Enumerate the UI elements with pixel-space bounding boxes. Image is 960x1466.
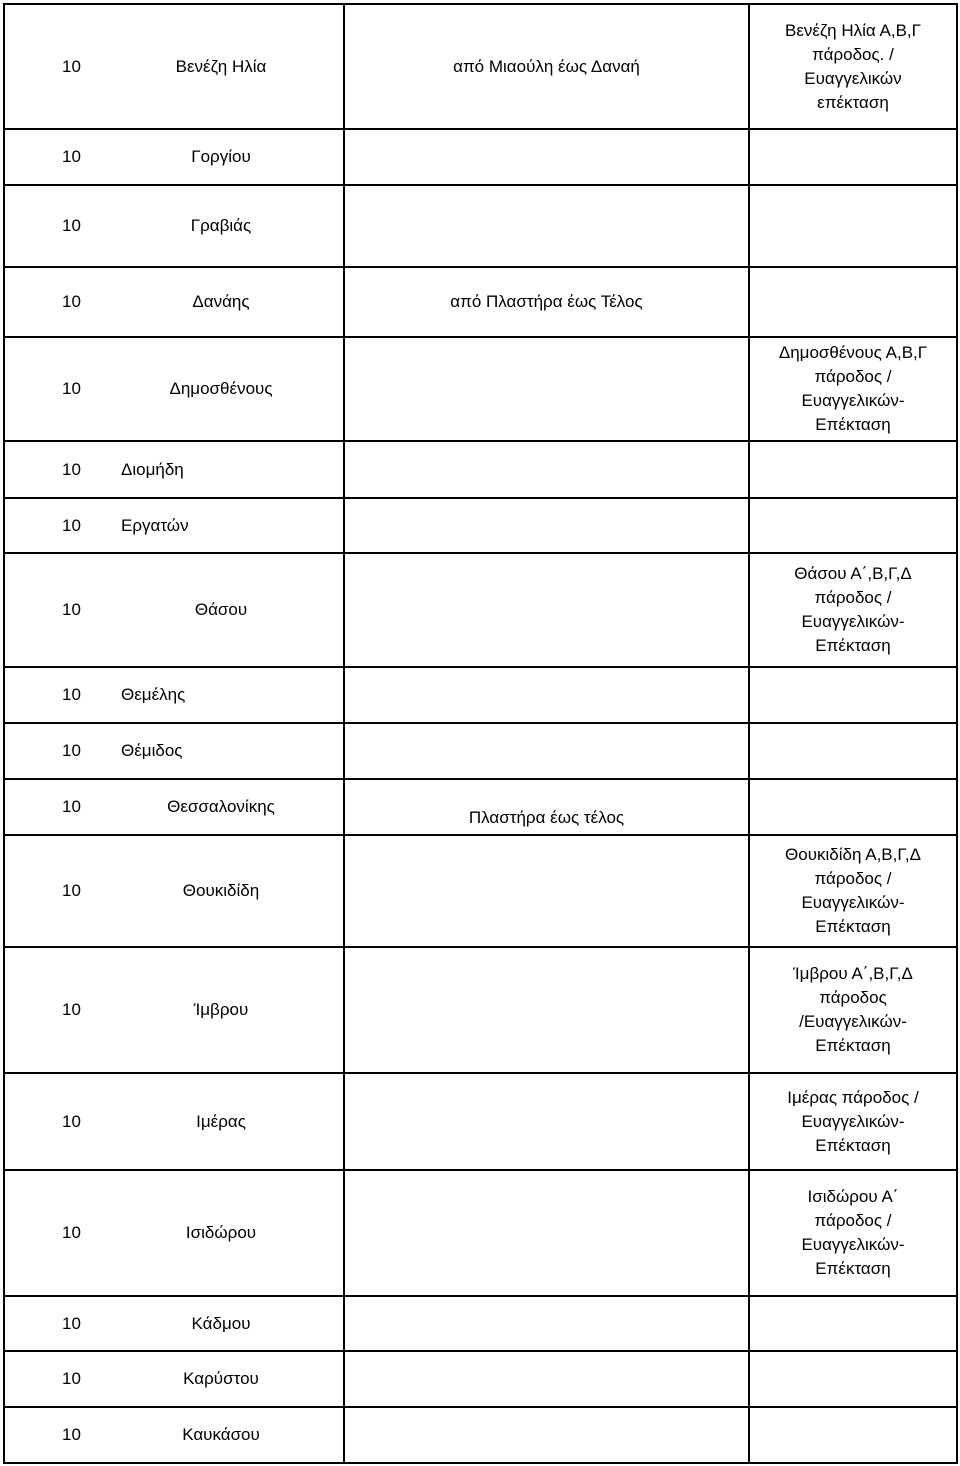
- note-cell: [749, 129, 957, 185]
- segment-cell: [344, 337, 749, 441]
- streets-table: [3, 3, 958, 1464]
- name-cell: [4, 185, 344, 267]
- street-name: Εργατών: [121, 515, 189, 535]
- segment-cell: [344, 1407, 749, 1463]
- street-name: Ιμέρας: [196, 1111, 246, 1131]
- table-row: [4, 337, 957, 441]
- street-name: Γραβιάς: [190, 216, 252, 235]
- table-row: [4, 553, 957, 667]
- note-cell: [749, 835, 957, 947]
- row-number: 10: [62, 56, 81, 76]
- table-row: [4, 779, 957, 835]
- note-cell: [749, 267, 957, 337]
- row-number: 10: [62, 147, 81, 166]
- note-text: Βενέζη Ηλία Α,Β,Γ πάροδος. / Ευαγγελικών επέκταση: [784, 20, 922, 112]
- street-name: Θάσου: [194, 600, 248, 619]
- segment-cell: [344, 723, 749, 779]
- table-row: [4, 441, 957, 498]
- segment-cell: [344, 441, 749, 498]
- row-number: 10: [62, 1369, 81, 1388]
- segment-cell: [344, 553, 749, 667]
- name-cell: [4, 1073, 344, 1170]
- row-number: 10: [62, 459, 81, 479]
- segment-cell: [344, 835, 749, 947]
- table-row: [4, 498, 957, 553]
- note-cell: [749, 498, 957, 553]
- street-name: Ισιδώρου: [185, 1223, 257, 1242]
- note-cell: [749, 667, 957, 723]
- segment-cell: [344, 667, 749, 723]
- table-row: [4, 1170, 957, 1296]
- street-name: Θέμιδος: [121, 741, 183, 760]
- row-number: 10: [62, 216, 81, 235]
- note-text: Ίμβρου Α΄,Β,Γ,Δ πάροδος /Ευαγγελικών- Επέκταση: [793, 964, 913, 1055]
- street-name: Ίμβρου: [193, 1000, 249, 1019]
- name-cell: [4, 129, 344, 185]
- name-cell: [4, 779, 344, 835]
- name-cell: [4, 1296, 344, 1351]
- name-cell: [4, 1170, 344, 1296]
- name-cell: [4, 498, 344, 553]
- street-name: Καυκάσου: [182, 1425, 260, 1444]
- note-cell: [749, 441, 957, 498]
- note-cell: [749, 1407, 957, 1463]
- row-number: 10: [62, 600, 81, 619]
- row-number: 10: [62, 741, 81, 760]
- segment-cell: [344, 1073, 749, 1170]
- name-cell: [4, 267, 344, 337]
- street-name: Καρύστου: [183, 1369, 259, 1388]
- name-cell: [4, 1407, 344, 1463]
- name-cell: [4, 1351, 344, 1407]
- row-number: 10: [62, 1313, 81, 1333]
- note-text: Ισιδώρου Α΄ πάροδος / Ευαγγελικών- Επέκταση: [801, 1187, 905, 1278]
- table-row: [4, 835, 957, 947]
- table-row: [4, 1073, 957, 1170]
- note-cell: [749, 337, 957, 441]
- document-page: [3, 3, 956, 1464]
- row-number: 10: [62, 1111, 81, 1131]
- name-cell: [4, 4, 344, 129]
- street-name: Θεμέλης: [121, 685, 186, 704]
- table-row: [4, 1407, 957, 1463]
- segment-cell: [344, 947, 749, 1073]
- table-row: [4, 1351, 957, 1407]
- note-text: Θουκιδίδη Α,Β,Γ,Δ πάροδος / Ευαγγελικών- Επέκταση: [785, 845, 921, 936]
- street-name: Δανάης: [192, 292, 250, 311]
- row-number: 10: [62, 881, 81, 900]
- table-row: [4, 1296, 957, 1351]
- row-number: 10: [62, 515, 81, 535]
- segment-cell: [344, 498, 749, 553]
- segment-cell: [344, 185, 749, 267]
- note-text: Ιμέρας πάροδος / Ευαγγελικών- Επέκταση: [787, 1087, 919, 1155]
- street-name: Θεσσαλονίκης: [167, 797, 275, 816]
- table-row: [4, 267, 957, 337]
- note-cell: [749, 1170, 957, 1296]
- segment-cell: [344, 1296, 749, 1351]
- street-name: Θουκιδίδη: [182, 881, 260, 900]
- row-number: 10: [62, 1223, 81, 1242]
- segment-cell: [344, 1170, 749, 1296]
- note-cell: [749, 185, 957, 267]
- table-row: [4, 4, 957, 129]
- name-cell: [4, 835, 344, 947]
- street-name: Δημοσθένους: [169, 379, 273, 398]
- note-cell: [749, 723, 957, 779]
- row-number: 10: [62, 379, 81, 398]
- name-cell: [4, 337, 344, 441]
- row-number: 10: [62, 1425, 81, 1444]
- row-number: 10: [62, 797, 81, 816]
- note-cell: [749, 4, 957, 129]
- segment-cell: [344, 1351, 749, 1407]
- note-cell: [749, 1351, 957, 1407]
- name-cell: [4, 441, 344, 498]
- row-number: 10: [62, 685, 81, 704]
- note-text: Δημοσθένους Α,Β,Γ πάροδος / Ευαγγελικών- Επέκταση: [778, 343, 928, 434]
- note-cell: [749, 1296, 957, 1351]
- table-row: [4, 723, 957, 779]
- row-number: 10: [62, 1000, 81, 1019]
- street-name: Διομήδη: [121, 459, 184, 479]
- note-cell: [749, 779, 957, 835]
- table-row: [4, 185, 957, 267]
- segment-cell: από Μιαούλη έως Δαναή: [344, 4, 749, 129]
- note-text: Θάσου Α΄,Β,Γ,Δ πάροδος / Ευαγγελικών- Επέκταση: [794, 564, 912, 655]
- table-row: [4, 129, 957, 185]
- segment-cell: από Πλαστήρα έως Τέλος: [344, 267, 749, 337]
- table-row: [4, 667, 957, 723]
- street-name: Κάδμου: [191, 1313, 251, 1333]
- name-cell: [4, 723, 344, 779]
- row-number: 10: [62, 292, 81, 311]
- segment-cell: [344, 129, 749, 185]
- name-cell: [4, 553, 344, 667]
- note-cell: [749, 553, 957, 667]
- street-name: Βενέζη Ηλία: [175, 56, 267, 76]
- name-cell: [4, 947, 344, 1073]
- note-cell: [749, 1073, 957, 1170]
- segment-cell: Πλαστήρα έως τέλος: [344, 779, 749, 835]
- street-name: Γοργίου: [191, 147, 251, 166]
- note-cell: [749, 947, 957, 1073]
- table-row: [4, 947, 957, 1073]
- name-cell: [4, 667, 344, 723]
